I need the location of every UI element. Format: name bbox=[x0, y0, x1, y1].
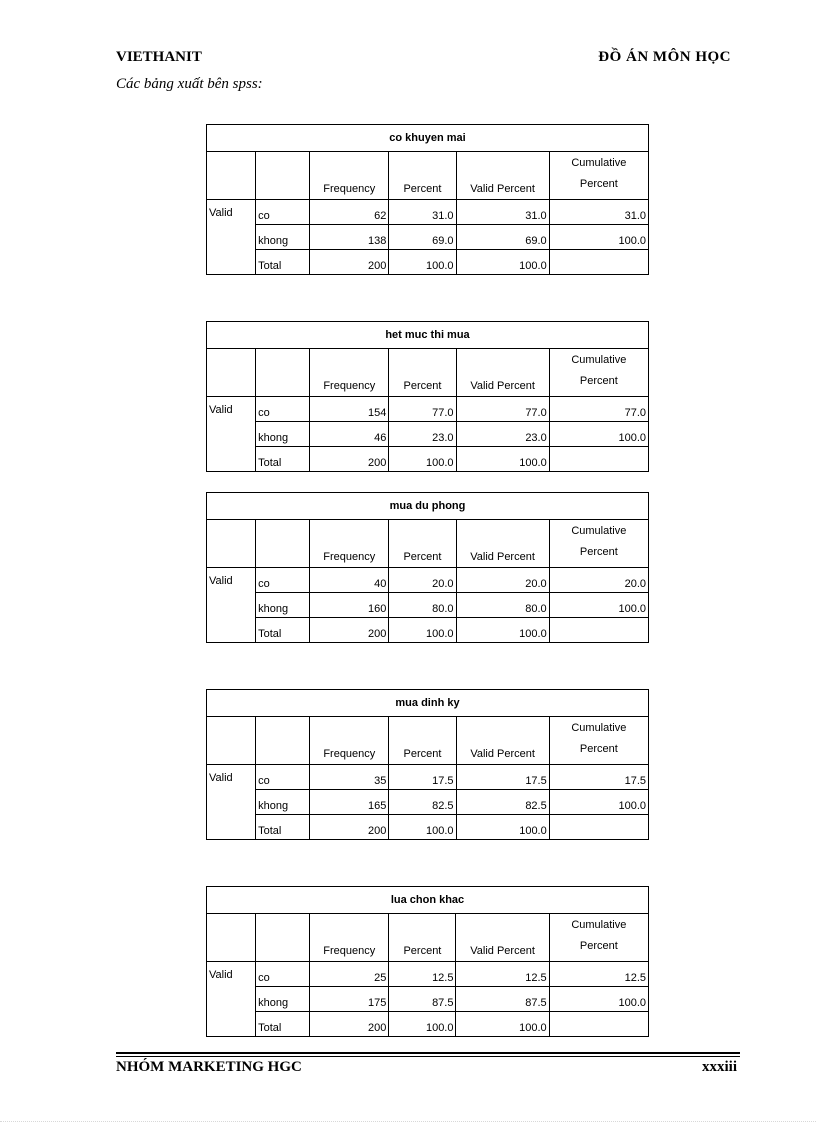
table-title: co khuyen mai bbox=[207, 125, 649, 152]
cell-frequency: 62 bbox=[310, 200, 389, 225]
col-header-cumulative bbox=[549, 717, 648, 765]
cell-cumulative: 100.0 bbox=[549, 422, 648, 447]
table-title: lua chon khac bbox=[207, 887, 649, 914]
cell-valid-percent: 100.0 bbox=[456, 1012, 549, 1037]
cell-percent: 100.0 bbox=[389, 815, 456, 840]
cell-valid-percent: 17.5 bbox=[456, 765, 549, 790]
cell-percent: 82.5 bbox=[389, 790, 456, 815]
cell-percent: 69.0 bbox=[389, 225, 456, 250]
cumulative-line2: Percent bbox=[579, 940, 618, 952]
header-cell-empty bbox=[207, 520, 256, 568]
footer-rule bbox=[116, 1056, 740, 1057]
cell-valid-percent: 77.0 bbox=[456, 397, 549, 422]
cumulative-line2: Percent bbox=[579, 375, 618, 387]
cell-valid-percent: 12.5 bbox=[456, 962, 549, 987]
cell-valid-percent: 100.0 bbox=[456, 618, 549, 643]
cell-cumulative: 77.0 bbox=[549, 397, 648, 422]
cell-valid-percent: 80.0 bbox=[456, 593, 549, 618]
cell-valid-percent: 100.0 bbox=[456, 447, 549, 472]
valid-label: Valid bbox=[207, 397, 256, 472]
footer-rule bbox=[116, 1052, 740, 1054]
cell-valid-percent: 31.0 bbox=[456, 200, 549, 225]
cell-frequency: 165 bbox=[310, 790, 389, 815]
table-row bbox=[207, 397, 649, 422]
table-title: mua du phong bbox=[207, 493, 649, 520]
cell-percent: 87.5 bbox=[389, 987, 456, 1012]
col-header-frequency: Frequency bbox=[310, 717, 389, 765]
header-cell-empty bbox=[256, 152, 310, 200]
cell-percent: 20.0 bbox=[389, 568, 456, 593]
row-label: co bbox=[256, 200, 310, 225]
cell-cumulative: 100.0 bbox=[549, 987, 648, 1012]
frequency-table bbox=[206, 124, 649, 275]
table-row bbox=[207, 225, 649, 250]
table-row bbox=[207, 447, 649, 472]
row-label: Total bbox=[256, 250, 310, 275]
cell-cumulative bbox=[549, 447, 648, 472]
col-header-percent: Percent bbox=[389, 914, 456, 962]
cumulative-line1: Cumulative bbox=[571, 525, 627, 537]
cell-percent: 100.0 bbox=[389, 250, 456, 275]
cumulative-line1: Cumulative bbox=[571, 157, 627, 169]
col-header-valid-percent: Valid Percent bbox=[456, 717, 549, 765]
cell-percent: 100.0 bbox=[389, 1012, 456, 1037]
col-header-valid-percent: Valid Percent bbox=[456, 349, 549, 397]
table-row bbox=[207, 250, 649, 275]
row-label: Total bbox=[256, 1012, 310, 1037]
header-cell-empty bbox=[207, 717, 256, 765]
cell-cumulative bbox=[549, 1012, 648, 1037]
col-header-valid-percent: Valid Percent bbox=[456, 914, 549, 962]
valid-label: Valid bbox=[207, 765, 256, 840]
cell-frequency: 200 bbox=[310, 1012, 389, 1037]
table-row bbox=[207, 815, 649, 840]
row-label: co bbox=[256, 568, 310, 593]
footer-left: NHÓM MARKETING HGC bbox=[116, 1059, 302, 1075]
col-header-frequency: Frequency bbox=[310, 914, 389, 962]
col-header-percent: Percent bbox=[389, 152, 456, 200]
table-row bbox=[207, 200, 649, 225]
col-header-cumulative bbox=[549, 349, 648, 397]
cell-frequency: 200 bbox=[310, 815, 389, 840]
cell-percent: 17.5 bbox=[389, 765, 456, 790]
header-right: ĐỒ ÁN MÔN HỌC bbox=[598, 49, 731, 65]
cell-percent: 23.0 bbox=[389, 422, 456, 447]
frequency-table bbox=[206, 886, 649, 1037]
cell-valid-percent: 87.5 bbox=[456, 987, 549, 1012]
table-row bbox=[207, 593, 649, 618]
cell-valid-percent: 100.0 bbox=[456, 250, 549, 275]
header-cell-empty bbox=[207, 914, 256, 962]
cell-cumulative bbox=[549, 815, 648, 840]
header-cell-empty bbox=[256, 349, 310, 397]
col-header-frequency: Frequency bbox=[310, 520, 389, 568]
cumulative-line2: Percent bbox=[579, 743, 618, 755]
table-row bbox=[207, 422, 649, 447]
cumulative-line2: Percent bbox=[579, 178, 618, 190]
header-left: VIETHANIT bbox=[116, 49, 202, 65]
header-cell-empty bbox=[256, 520, 310, 568]
cumulative-line1: Cumulative bbox=[571, 722, 627, 734]
cell-frequency: 138 bbox=[310, 225, 389, 250]
cell-valid-percent: 20.0 bbox=[456, 568, 549, 593]
cell-percent: 80.0 bbox=[389, 593, 456, 618]
col-header-percent: Percent bbox=[389, 349, 456, 397]
table-row bbox=[207, 962, 649, 987]
frequency-table bbox=[206, 492, 649, 643]
row-label: co bbox=[256, 397, 310, 422]
row-label: khong bbox=[256, 422, 310, 447]
row-label: Total bbox=[256, 618, 310, 643]
cell-frequency: 175 bbox=[310, 987, 389, 1012]
cell-percent: 77.0 bbox=[389, 397, 456, 422]
cell-cumulative: 17.5 bbox=[549, 765, 648, 790]
col-header-percent: Percent bbox=[389, 717, 456, 765]
cell-cumulative bbox=[549, 618, 648, 643]
cell-frequency: 160 bbox=[310, 593, 389, 618]
row-label: co bbox=[256, 962, 310, 987]
row-label: Total bbox=[256, 815, 310, 840]
cell-cumulative bbox=[549, 250, 648, 275]
table-row bbox=[207, 618, 649, 643]
table-title: het muc thi mua bbox=[207, 322, 649, 349]
cell-cumulative: 20.0 bbox=[549, 568, 648, 593]
table-row bbox=[207, 568, 649, 593]
page-edge-divider bbox=[0, 1121, 816, 1122]
table-row bbox=[207, 765, 649, 790]
cell-frequency: 200 bbox=[310, 250, 389, 275]
cell-frequency: 40 bbox=[310, 568, 389, 593]
cumulative-line1: Cumulative bbox=[571, 919, 627, 931]
col-header-valid-percent: Valid Percent bbox=[456, 520, 549, 568]
page-number: xxxiii bbox=[701, 1059, 737, 1075]
cell-frequency: 154 bbox=[310, 397, 389, 422]
table-row bbox=[207, 987, 649, 1012]
cell-cumulative: 100.0 bbox=[549, 225, 648, 250]
cell-percent: 100.0 bbox=[389, 618, 456, 643]
cell-frequency: 200 bbox=[310, 618, 389, 643]
table-row bbox=[207, 790, 649, 815]
col-header-cumulative bbox=[549, 152, 648, 200]
col-header-frequency: Frequency bbox=[310, 349, 389, 397]
header-cell-empty bbox=[256, 717, 310, 765]
col-header-cumulative bbox=[549, 520, 648, 568]
cell-frequency: 46 bbox=[310, 422, 389, 447]
cell-valid-percent: 100.0 bbox=[456, 815, 549, 840]
frequency-table bbox=[206, 321, 649, 472]
cell-frequency: 25 bbox=[310, 962, 389, 987]
cell-percent: 31.0 bbox=[389, 200, 456, 225]
table-title: mua dinh ky bbox=[207, 690, 649, 717]
col-header-frequency: Frequency bbox=[310, 152, 389, 200]
cell-cumulative: 100.0 bbox=[549, 790, 648, 815]
row-label: co bbox=[256, 765, 310, 790]
cell-percent: 12.5 bbox=[389, 962, 456, 987]
cell-valid-percent: 23.0 bbox=[456, 422, 549, 447]
cell-cumulative: 31.0 bbox=[549, 200, 648, 225]
cell-frequency: 200 bbox=[310, 447, 389, 472]
cell-cumulative: 100.0 bbox=[549, 593, 648, 618]
cell-valid-percent: 69.0 bbox=[456, 225, 549, 250]
cell-valid-percent: 82.5 bbox=[456, 790, 549, 815]
row-label: khong bbox=[256, 225, 310, 250]
col-header-cumulative bbox=[549, 914, 648, 962]
row-label: Total bbox=[256, 447, 310, 472]
col-header-percent: Percent bbox=[389, 520, 456, 568]
cell-cumulative: 12.5 bbox=[549, 962, 648, 987]
table-row bbox=[207, 1012, 649, 1037]
intro-text: Các bảng xuất bên spss: bbox=[116, 76, 263, 92]
cumulative-line1: Cumulative bbox=[571, 354, 627, 366]
valid-label: Valid bbox=[207, 962, 256, 1037]
valid-label: Valid bbox=[207, 200, 256, 275]
cell-frequency: 35 bbox=[310, 765, 389, 790]
row-label: khong bbox=[256, 593, 310, 618]
row-label: khong bbox=[256, 790, 310, 815]
frequency-table bbox=[206, 689, 649, 840]
valid-label: Valid bbox=[207, 568, 256, 643]
row-label: khong bbox=[256, 987, 310, 1012]
col-header-valid-percent: Valid Percent bbox=[456, 152, 549, 200]
header-cell-empty bbox=[207, 152, 256, 200]
cell-percent: 100.0 bbox=[389, 447, 456, 472]
cumulative-line2: Percent bbox=[579, 546, 618, 558]
header-cell-empty bbox=[256, 914, 310, 962]
header-cell-empty bbox=[207, 349, 256, 397]
